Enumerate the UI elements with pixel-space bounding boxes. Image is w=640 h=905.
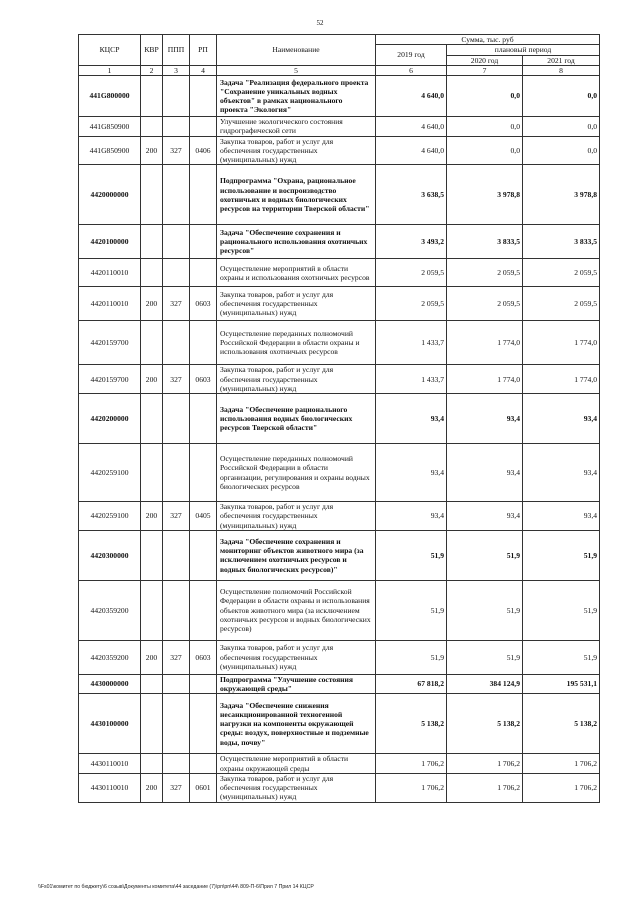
ppp-cell xyxy=(163,165,190,225)
sum-2021-cell: 51,9 xyxy=(523,580,600,640)
kcsr-cell: 4420359200 xyxy=(79,580,141,640)
kvr-cell: 200 xyxy=(141,640,163,674)
name-cell: Осуществление переданных полномочий Российской Федерации в области охраны и использования охотничьих ресурсов xyxy=(217,321,376,365)
ppp-cell xyxy=(163,321,190,365)
kvr-cell xyxy=(141,225,163,259)
column-numbers-row xyxy=(79,65,600,75)
rp-cell xyxy=(190,530,217,580)
col-num: 1 xyxy=(79,65,141,75)
rp-cell xyxy=(190,444,217,502)
sum-2019-cell: 67 818,2 xyxy=(376,674,447,694)
kvr-cell xyxy=(141,259,163,287)
name-cell: Улучшение экологического состояния гидрографической сети xyxy=(217,117,376,137)
kcsr-cell: 4420300000 xyxy=(79,530,141,580)
sum-2020-cell: 93,4 xyxy=(447,502,523,531)
kcsr-cell: 441G800000 xyxy=(79,76,141,117)
kvr-cell xyxy=(141,530,163,580)
sum-2019-cell: 1 706,2 xyxy=(376,773,447,802)
sum-2020-cell: 1 774,0 xyxy=(447,321,523,365)
kcsr-cell: 4430000000 xyxy=(79,674,141,694)
table-row xyxy=(79,394,600,444)
rp-cell xyxy=(190,674,217,694)
col-num: 3 xyxy=(163,65,190,75)
kcsr-cell: 4420000000 xyxy=(79,165,141,225)
sum-2021-cell: 3 833,5 xyxy=(523,225,600,259)
sum-2019-cell: 3 638,5 xyxy=(376,165,447,225)
kvr-cell: 200 xyxy=(141,287,163,321)
name-cell: Задача "Обеспечение сохранения и мониторинг объектов животного мира (за исключением охотничьих ресурсов и водных биологических ресурсов)" xyxy=(217,530,376,580)
sum-2020-cell: 0,0 xyxy=(447,136,523,165)
budget-table xyxy=(78,34,600,803)
kcsr-cell: 4420159700 xyxy=(79,365,141,394)
rp-cell: 0601 xyxy=(190,773,217,802)
kvr-cell: 200 xyxy=(141,773,163,802)
ppp-cell xyxy=(163,117,190,137)
name-cell: Осуществление мероприятий в области охраны окружающей среды xyxy=(217,754,376,774)
col-kcsr-header: КЦСР xyxy=(79,35,141,66)
name-cell: Задача "Обеспечение сохранения и рационального использования охотничьих ресурсов" xyxy=(217,225,376,259)
rp-cell xyxy=(190,117,217,137)
table-row xyxy=(79,365,600,394)
ppp-cell xyxy=(163,674,190,694)
rp-cell xyxy=(190,321,217,365)
sum-2020-cell: 384 124,9 xyxy=(447,674,523,694)
name-cell: Закупка товаров, работ и услуг для обеспечения государственных (муниципальных) нужд xyxy=(217,502,376,531)
ppp-cell xyxy=(163,394,190,444)
table-row xyxy=(79,259,600,287)
kcsr-cell: 4420200000 xyxy=(79,394,141,444)
sum-2021-cell: 0,0 xyxy=(523,117,600,137)
sum-2019-cell: 2 059,5 xyxy=(376,259,447,287)
sum-2019-cell: 4 640,0 xyxy=(376,76,447,117)
table-row xyxy=(79,225,600,259)
sum-2020-cell: 5 138,2 xyxy=(447,694,523,754)
rp-cell xyxy=(190,76,217,117)
sum-2019-cell: 1 706,2 xyxy=(376,754,447,774)
kcsr-cell: 4430100000 xyxy=(79,694,141,754)
kcsr-cell: 441G850900 xyxy=(79,117,141,137)
col-num: 2 xyxy=(141,65,163,75)
col-num: 5 xyxy=(217,65,376,75)
sum-2020-cell: 1 774,0 xyxy=(447,365,523,394)
ppp-cell xyxy=(163,694,190,754)
kcsr-cell: 4420110010 xyxy=(79,287,141,321)
sum-2021-cell: 0,0 xyxy=(523,136,600,165)
ppp-cell xyxy=(163,580,190,640)
col-num: 7 xyxy=(447,65,523,75)
rp-cell xyxy=(190,394,217,444)
rp-cell xyxy=(190,225,217,259)
rp-cell xyxy=(190,259,217,287)
col-num: 4 xyxy=(190,65,217,75)
table-row xyxy=(79,773,600,802)
kcsr-cell: 4420259100 xyxy=(79,502,141,531)
table-row xyxy=(79,754,600,774)
kvr-cell xyxy=(141,117,163,137)
col-ppp-header: ППП xyxy=(163,35,190,66)
ppp-cell: 327 xyxy=(163,365,190,394)
table-row xyxy=(79,136,600,165)
sum-2021-cell: 1 774,0 xyxy=(523,365,600,394)
sum-2019-cell: 4 640,0 xyxy=(376,136,447,165)
kvr-cell xyxy=(141,694,163,754)
name-cell: Осуществление мероприятий в области охраны и использования охотничьих ресурсов xyxy=(217,259,376,287)
table-row xyxy=(79,694,600,754)
name-cell: Задача "Обеспечение снижения несанкционированной техногенной нагрузки на компоненты окружающей среды: воздух, поверхностные и подземные воды, почву" xyxy=(217,694,376,754)
table-row xyxy=(79,674,600,694)
name-cell: Задача "Обеспечение рационального использования водных биологических ресурсов Тверской области" xyxy=(217,394,376,444)
sum-2019-cell: 1 433,7 xyxy=(376,365,447,394)
sum-2020-cell: 93,4 xyxy=(447,394,523,444)
table-header xyxy=(79,35,600,76)
table-row xyxy=(79,287,600,321)
ppp-cell: 327 xyxy=(163,502,190,531)
sum-2019-cell: 3 493,2 xyxy=(376,225,447,259)
kcsr-cell: 4420259100 xyxy=(79,444,141,502)
sum-2020-cell: 1 706,2 xyxy=(447,773,523,802)
name-cell: Подпрограмма "Улучшение состояния окружающей среды" xyxy=(217,674,376,694)
sum-2020-cell: 51,9 xyxy=(447,530,523,580)
kvr-cell xyxy=(141,674,163,694)
col-rp-header: РП xyxy=(190,35,217,66)
ppp-cell xyxy=(163,530,190,580)
sum-2019-cell: 1 433,7 xyxy=(376,321,447,365)
name-cell: Закупка товаров, работ и услуг для обеспечения государственных (муниципальных) нужд xyxy=(217,365,376,394)
sum-2019-cell: 51,9 xyxy=(376,530,447,580)
sum-2020-cell: 1 706,2 xyxy=(447,754,523,774)
sum-2020-cell: 0,0 xyxy=(447,117,523,137)
kvr-cell xyxy=(141,580,163,640)
name-cell: Подпрограмма "Охрана, рациональное использование и воспроизводство охотничьих и водных биологических ресурсов на территории Тверской области" xyxy=(217,165,376,225)
ppp-cell xyxy=(163,225,190,259)
name-cell: Закупка товаров, работ и услуг для обеспечения государственных (муниципальных) нужд xyxy=(217,136,376,165)
rp-cell xyxy=(190,754,217,774)
sum-2020-cell: 2 059,5 xyxy=(447,287,523,321)
rp-cell xyxy=(190,694,217,754)
sum-2021-cell: 1 774,0 xyxy=(523,321,600,365)
sum-2021-cell: 93,4 xyxy=(523,444,600,502)
ppp-cell xyxy=(163,754,190,774)
kvr-cell: 200 xyxy=(141,136,163,165)
sum-2021-cell: 3 978,8 xyxy=(523,165,600,225)
name-cell: Закупка товаров, работ и услуг для обеспечения государственных (муниципальных) нужд xyxy=(217,287,376,321)
col-sum-header: Сумма, тыс. руб xyxy=(376,35,600,45)
sum-2021-cell: 2 059,5 xyxy=(523,287,600,321)
kcsr-cell: 4420110010 xyxy=(79,259,141,287)
rp-cell xyxy=(190,165,217,225)
name-cell: Осуществление переданных полномочий Российской Федерации в области организации, регулирования и охраны водных биологических ресурсов xyxy=(217,444,376,502)
sum-2020-cell: 2 059,5 xyxy=(447,259,523,287)
rp-cell: 0405 xyxy=(190,502,217,531)
rp-cell: 0603 xyxy=(190,365,217,394)
rp-cell: 0406 xyxy=(190,136,217,165)
kvr-cell xyxy=(141,444,163,502)
rp-cell: 0603 xyxy=(190,287,217,321)
sum-2019-cell: 5 138,2 xyxy=(376,694,447,754)
ppp-cell: 327 xyxy=(163,773,190,802)
sum-2019-cell: 4 640,0 xyxy=(376,117,447,137)
ppp-cell xyxy=(163,76,190,117)
page-number: 52 xyxy=(316,19,324,27)
table-body xyxy=(79,76,600,803)
sum-2021-cell: 51,9 xyxy=(523,640,600,674)
kvr-cell xyxy=(141,754,163,774)
rp-cell: 0603 xyxy=(190,640,217,674)
sum-2020-cell: 51,9 xyxy=(447,580,523,640)
sum-2019-cell: 93,4 xyxy=(376,502,447,531)
kvr-cell: 200 xyxy=(141,365,163,394)
table-row xyxy=(79,321,600,365)
sum-2021-cell: 2 059,5 xyxy=(523,259,600,287)
kcsr-cell: 4420100000 xyxy=(79,225,141,259)
table-row xyxy=(79,640,600,674)
table-row xyxy=(79,530,600,580)
table-row xyxy=(79,117,600,137)
name-cell: Закупка товаров, работ и услуг для обеспечения государственных (муниципальных) нужд xyxy=(217,773,376,802)
col-2019-header: 2019 год xyxy=(376,45,447,66)
col-name-header: Наименование xyxy=(217,35,376,66)
sum-2021-cell: 51,9 xyxy=(523,530,600,580)
kcsr-cell: 4420159700 xyxy=(79,321,141,365)
sum-2021-cell: 93,4 xyxy=(523,394,600,444)
sum-2021-cell: 1 706,2 xyxy=(523,754,600,774)
sum-2021-cell: 1 706,2 xyxy=(523,773,600,802)
col-kvr-header: КВР xyxy=(141,35,163,66)
col-planned-header: плановый период xyxy=(447,45,600,55)
sum-2020-cell: 3 833,5 xyxy=(447,225,523,259)
kvr-cell: 200 xyxy=(141,502,163,531)
col-2020-header: 2020 год xyxy=(447,55,523,65)
sum-2020-cell: 0,0 xyxy=(447,76,523,117)
sum-2020-cell: 93,4 xyxy=(447,444,523,502)
ppp-cell xyxy=(163,444,190,502)
sum-2019-cell: 2 059,5 xyxy=(376,287,447,321)
sum-2020-cell: 3 978,8 xyxy=(447,165,523,225)
col-2021-header: 2021 год xyxy=(523,55,600,65)
kcsr-cell: 4430110010 xyxy=(79,773,141,802)
kvr-cell xyxy=(141,165,163,225)
kvr-cell xyxy=(141,394,163,444)
kcsr-cell: 4430110010 xyxy=(79,754,141,774)
file-path-footer: \\Fs01\комитет по бюджету\6 созыв\Документы комитета\44 заседание (7)\рп\рп\44\ 809-П-6\Прил 7 Прил 14 КЦСР xyxy=(38,884,314,890)
ppp-cell: 327 xyxy=(163,640,190,674)
name-cell: Задача "Реализация федерального проекта "Сохранение уникальных водных объектов" в рамках национального проекта "Экология" xyxy=(217,76,376,117)
sum-2021-cell: 93,4 xyxy=(523,502,600,531)
name-cell: Осуществление полномочий Российской Федерации в области охраны и использования объектов животного мира (за исключением охотничьих ресурсов и водных биологических ресурсов) xyxy=(217,580,376,640)
kvr-cell xyxy=(141,321,163,365)
sum-2019-cell: 51,9 xyxy=(376,580,447,640)
sum-2021-cell: 195 531,1 xyxy=(523,674,600,694)
sum-2019-cell: 93,4 xyxy=(376,444,447,502)
ppp-cell: 327 xyxy=(163,136,190,165)
table-row xyxy=(79,580,600,640)
sum-2020-cell: 51,9 xyxy=(447,640,523,674)
name-cell: Закупка товаров, работ и услуг для обеспечения государственных (муниципальных) нужд xyxy=(217,640,376,674)
ppp-cell xyxy=(163,259,190,287)
ppp-cell: 327 xyxy=(163,287,190,321)
sum-2019-cell: 51,9 xyxy=(376,640,447,674)
table-row xyxy=(79,165,600,225)
rp-cell xyxy=(190,580,217,640)
table-row xyxy=(79,502,600,531)
kcsr-cell: 4420359200 xyxy=(79,640,141,674)
table-row xyxy=(79,444,600,502)
sum-2021-cell: 5 138,2 xyxy=(523,694,600,754)
sum-2019-cell: 93,4 xyxy=(376,394,447,444)
kcsr-cell: 441G850900 xyxy=(79,136,141,165)
sum-2021-cell: 0,0 xyxy=(523,76,600,117)
col-num: 6 xyxy=(376,65,447,75)
kvr-cell xyxy=(141,76,163,117)
table-row xyxy=(79,76,600,117)
col-num: 8 xyxy=(523,65,600,75)
